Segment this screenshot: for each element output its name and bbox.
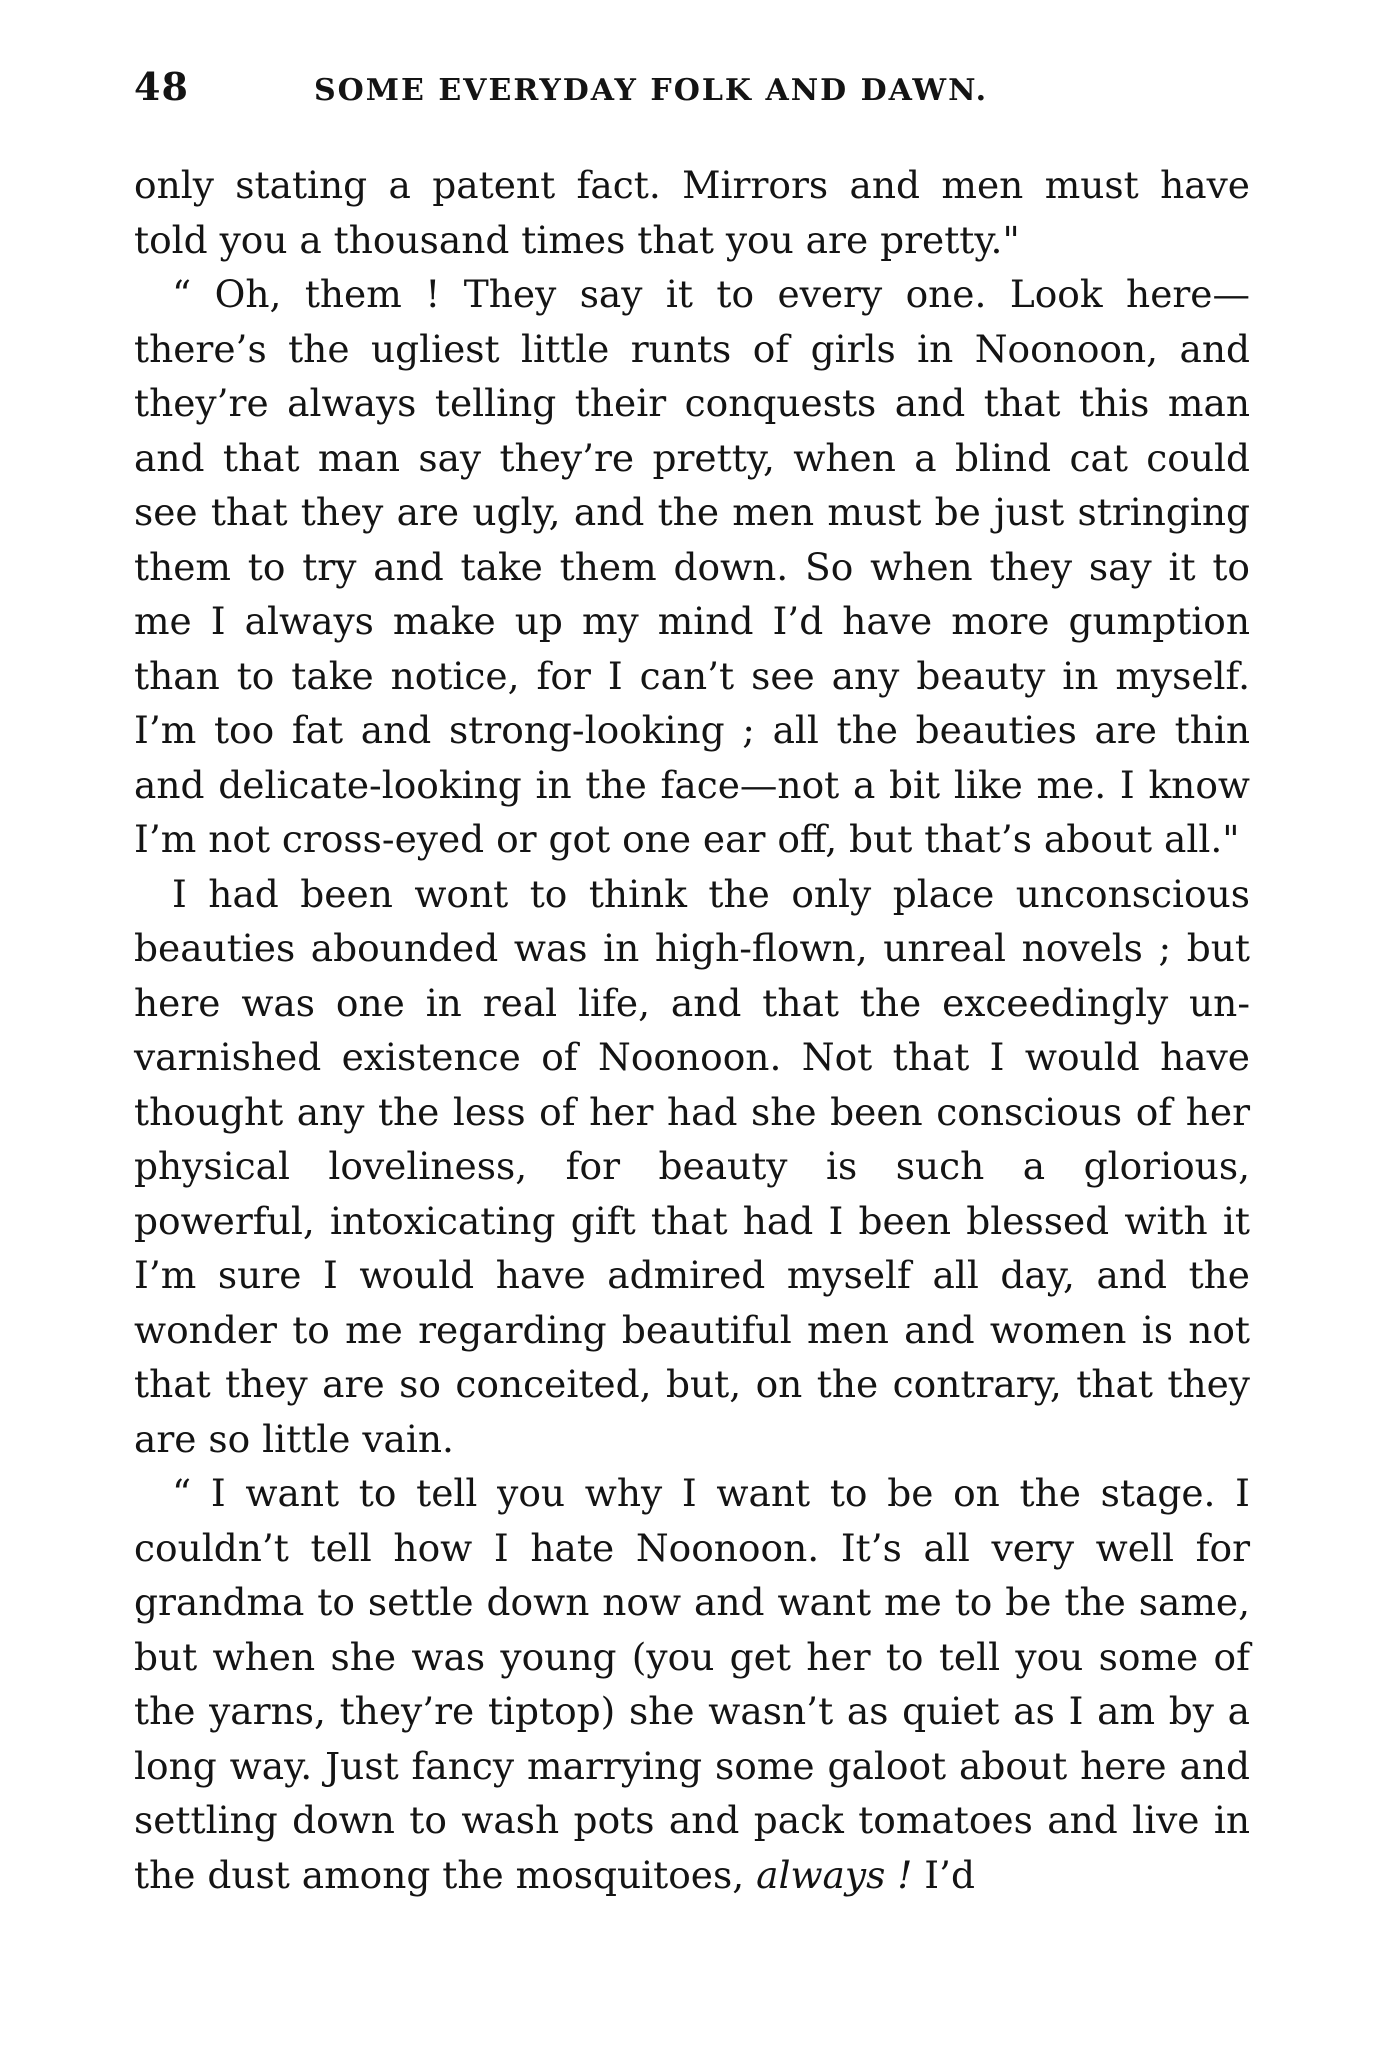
book-page: [134, 64, 1250, 1902]
paragraph-dialogue-stage: [134, 1466, 1250, 1902]
paragraph-narration: I had been wont to think the only place unconscious beauties abounded was in high-flown, unreal novels ; but here was one in real life, and that the exceedingly unvarnished existence of Noonoon. Not that I would have thought any the less of her had she been conscious of her physical loveliness, for beauty is such a glorious, powerful, intoxicating gift that had I been blessed with it I’m sure I would have admired myself all day, and the wonder to me regarding beautiful men and women is not that they are so conceited, but, on the contrary, that they are so little vain.: [134, 871, 1250, 1461]
paragraph-text-end: I’d: [912, 1852, 975, 1897]
paragraph-dialogue-beauty: “ Oh, them ! They say it to every one. Look here—there’s the ugliest little runts of girls in Noonoon, and they’re always telling their conquests and that this man and that man say they’re pretty, when a blind cat could see that they are ugly, and the men must be just stringing them to try and take them down. So when they say it to me I always make up my mind I’d have more gumption than to take notice, for I can’t see any beauty in myself. I’m too fat and strong-looking ; all the beauties are thin and delicate-looking in the face—not a bit like me. I know I’m not cross-eyed or got one ear off, but that’s about all.": [134, 272, 1250, 861]
running-head: [134, 64, 1250, 124]
body-text: [134, 158, 1250, 1902]
running-title: SOME EVERYDAY FOLK AND DAWN.: [314, 73, 989, 108]
paragraph-text-start: “ I want to tell you why I want to be on the stage. I couldn’t tell how I hate Noonoon. It’s all very well for grandma to settle down now and want me to be the same, but when she was young (you get her to tell you some of the yarns, they’re tiptop) she wasn’t as quiet as I am by a long way. Just fancy marrying some galoot about here and settling down to wash pots and pack tomatoes and live in the dust among the mosquitoes,: [134, 1471, 1250, 1897]
paragraph-continued: only stating a patent fact. Mirrors and men must have told you a thousand times that you are pretty.": [134, 163, 1250, 262]
emphasized-word: always !: [756, 1852, 913, 1897]
page-number: 48: [134, 64, 189, 109]
